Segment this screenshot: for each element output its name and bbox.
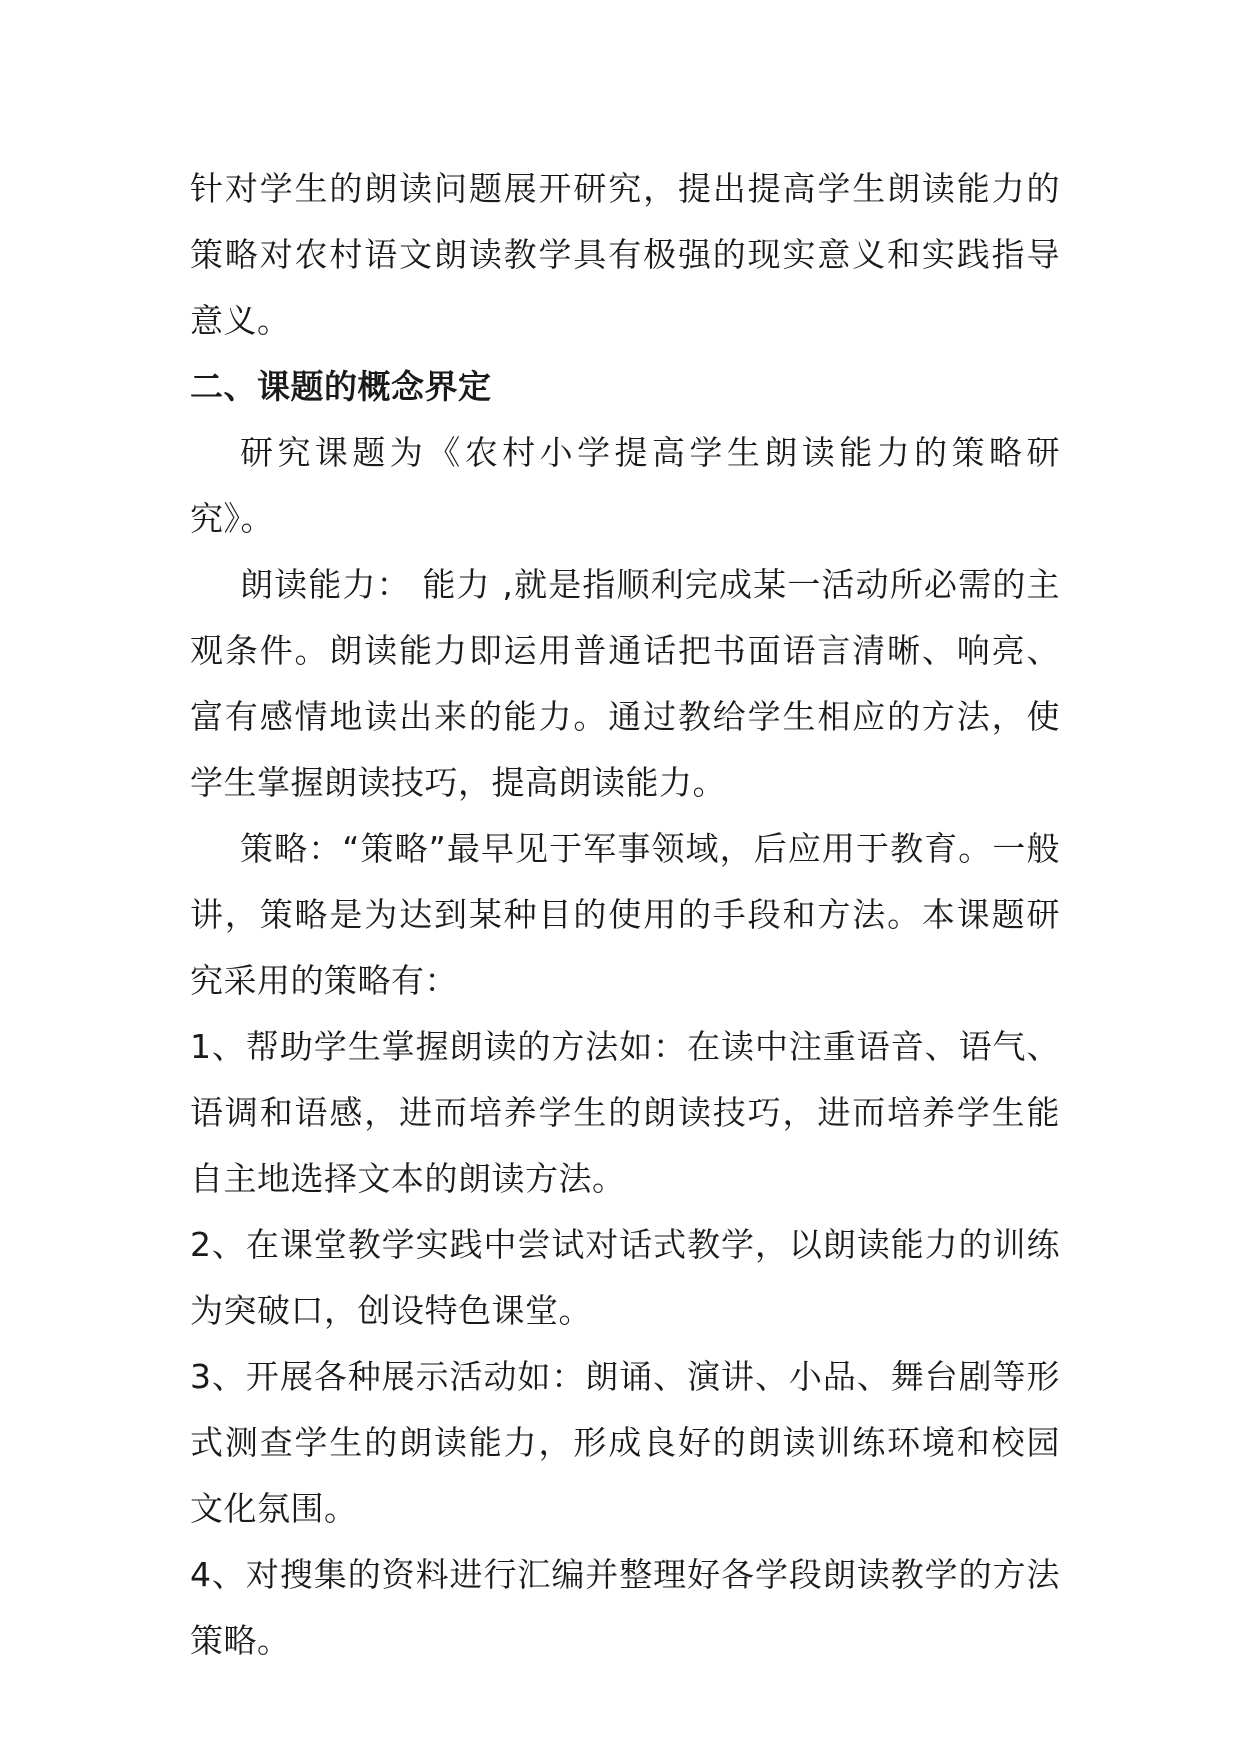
reading-ability-paragraph: 朗读能力： 能力 ,就是指顺利完成某一活动所必需的主观条件。朗读能力即运用普通话把书面语言清晰、响亮、富有感情地读出来的能力。通过教给学生相应的方法，使学生掌握朗读技巧，提高朗读能力。 [190, 565, 1060, 802]
section-heading: 二、课题的概念界定 [190, 367, 492, 406]
strategy-paragraph: 策略：“策略”最早见于军事领域，后应用于教育。一般讲，策略是为达到某种目的使用的手段和方法。本课题研究采用的策略有： [190, 829, 1060, 1000]
list-item: 1、帮助学生掌握朗读的方法如：在读中注重语音、语气、语调和语感，进而培养学生的朗读技巧，进而培养学生能自主地选择文本的朗读方法。 [190, 1027, 1060, 1198]
intro-paragraph: 针对学生的朗读问题展开研究，提出提高学生朗读能力的策略对农村语文朗读教学具有极强的现实意义和实践指导意义。 [190, 169, 1060, 340]
list-item: 4、对搜集的资料进行汇编并整理好各学段朗读教学的方法策略。 [190, 1555, 1060, 1660]
research-title-paragraph: 研究课题为《农村小学提高学生朗读能力的策略研究》。 [190, 433, 1060, 538]
list-item: 2、在课堂教学实践中尝试对话式教学，以朗读能力的训练为突破口，创设特色课堂。 [190, 1225, 1060, 1330]
document-body [190, 156, 1060, 1674]
list-item: 3、开展各种展示活动如：朗诵、演讲、小品、舞台剧等形式测查学生的朗读能力，形成良好的朗读训练环境和校园文化氛围。 [190, 1357, 1060, 1528]
